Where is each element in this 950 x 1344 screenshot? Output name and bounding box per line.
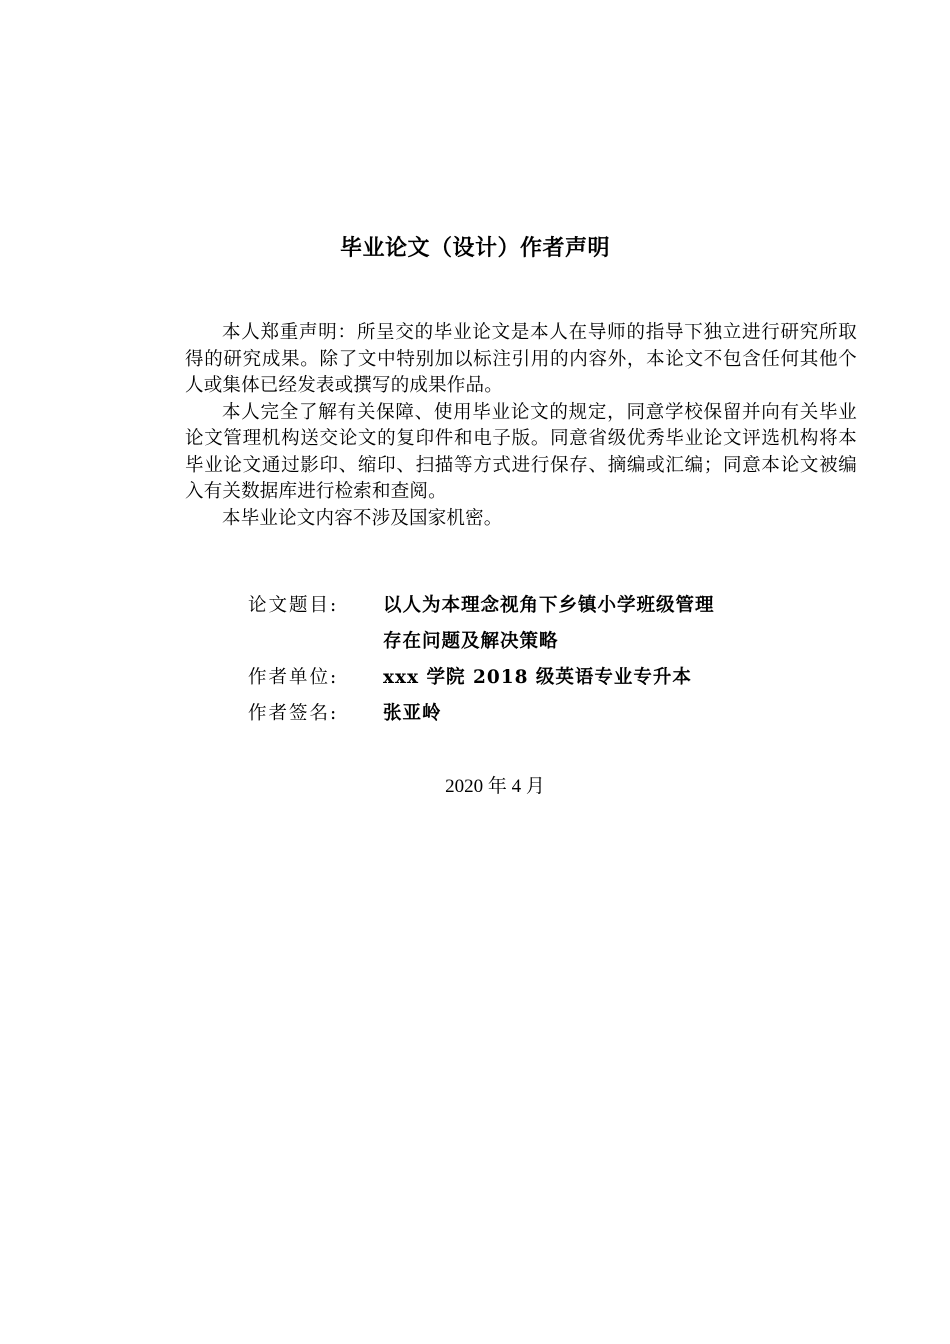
signature-label: 作者签名: — [248, 703, 339, 724]
topic-value-line-2: 存在问题及解决策略 — [383, 631, 559, 652]
topic-row — [248, 588, 808, 660]
statement-paragraph: 本人郑重声明：所呈交的毕业论文是本人在导师的指导下独立进行研究所取得的研究成果。除了文中特别加以标注引用的内容外，本论文不包含任何其他个人或集体已经发表或撰写的成果作品。 — [185, 322, 857, 396]
thesis-info-block — [248, 588, 808, 732]
statement-paragraph: 本毕业论文内容不涉及国家机密。 — [222, 507, 503, 529]
document-title: 毕业论文（设计）作者声明 — [339, 236, 610, 261]
statement-paragraph: 本人完全了解有关保障、使用毕业论文的规定，同意学校保留并向有关毕业论文管理机构送交论文的复印件和电子版。同意省级优秀毕业论文评选机构将本毕业论文通过影印、缩印、扫描等方式进行保存、摘编或汇编；同意本论文被编入有关数据库进行检索和查阅。 — [185, 401, 857, 502]
document-date: 2020 年 4 月 — [445, 776, 545, 797]
unit-label: 作者单位: — [248, 667, 339, 688]
unit-row — [248, 660, 808, 696]
topic-value-line-1: 以人为本理念视角下乡镇小学班级管理 — [383, 595, 715, 616]
signature-value: 张亚岭 — [383, 703, 442, 724]
signature-row — [248, 696, 808, 732]
topic-label: 论文题目: — [248, 595, 339, 616]
declaration-statement — [185, 320, 857, 532]
unit-value: xxx 学院 2018 级英语专业专升本 — [383, 667, 692, 688]
topic-value — [383, 588, 808, 660]
